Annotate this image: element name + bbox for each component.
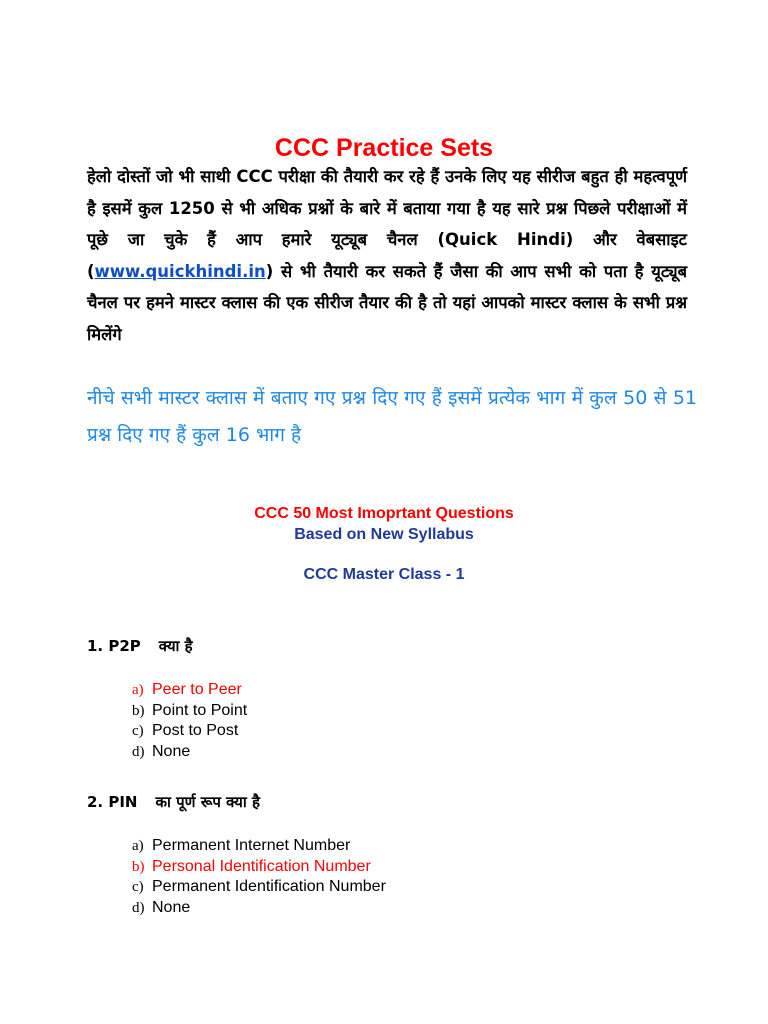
question-2-option-a <box>132 836 386 857</box>
question-1-option-c <box>132 721 247 742</box>
option-text: Permanent Internet Number <box>152 837 351 854</box>
option-letter: a) <box>132 838 144 854</box>
section-heading-line-1: CCC 50 Most Imoprtant Questions <box>254 505 514 522</box>
question-2-option-b <box>132 857 386 878</box>
question-1-options <box>132 680 247 762</box>
option-letter: d) <box>132 743 145 760</box>
question-1-number: 1. P2P <box>87 637 141 655</box>
option-text: Post to Post <box>152 722 239 739</box>
question-2-option-c <box>132 877 386 898</box>
page-title: CCC Practice Sets <box>274 134 494 162</box>
option-letter: a) <box>132 682 144 698</box>
intro-text-after-link: ) से भी तैयारी कर सकते हैं जैसा की आप सभी को पता है यूट्यूब चैनल पर हमने मास्टर क्लास की एक सीरीज तैयार की है तो यहां आपको मास्टर क्लास के सभी प्रश्न मिलेंगे <box>87 261 687 344</box>
option-letter: b) <box>132 702 145 719</box>
question-1-option-a <box>132 680 247 701</box>
question-2-options <box>132 836 386 918</box>
option-text: Peer to Peer <box>152 681 242 698</box>
option-text: Permanent Identification Number <box>152 878 386 895</box>
intro-text-before-link: हेलो दोस्तों जो भी साथी CCC परीक्षा की तैयारी कर रहे हैं उनके लिए यह सीरीज बहुत ही महत्वपूर्ण है इसमें कुल 1250 से भी अधिक प्रश्नों के बारे में बताया गया है यह सारे प्रश्न पिछले परीक्षाओं में पूछे जा चुके हैं आप हमारे यूट्यूब चैनल (Quick Hindi) और वेबसाइट ( <box>87 167 687 281</box>
question-2 <box>87 792 260 812</box>
option-text: Point to Point <box>152 701 248 719</box>
option-letter: d) <box>132 899 145 916</box>
intro-paragraph <box>87 161 687 350</box>
option-letter: c) <box>132 879 144 895</box>
question-2-number: 2. PIN <box>87 793 138 811</box>
option-letter: b) <box>132 858 145 875</box>
master-class-heading: CCC Master Class - 1 <box>303 566 465 583</box>
question-1-text: क्या है <box>158 637 193 655</box>
question-1 <box>87 636 193 656</box>
section-heading-line-2: Based on New Syllabus <box>294 526 474 543</box>
question-2-text: का पूर्ण रूप क्या है <box>155 793 260 811</box>
section-heading <box>0 503 768 545</box>
website-link[interactable]: www.quickhindi.in <box>94 261 266 281</box>
option-text: Personal Identification Number <box>152 857 371 875</box>
question-2-option-d <box>132 898 386 919</box>
question-1-option-d <box>132 742 247 763</box>
option-text: None <box>152 742 191 760</box>
question-1-option-b <box>132 701 247 722</box>
option-letter: c) <box>132 723 144 739</box>
master-class-note: नीचे सभी मास्टर क्लास में बताए गए प्रश्न दिए गए हैं इसमें प्रत्येक भाग में कुल 50 से 51 प्रश्न दिए गए हैं कुल 16 भाग है <box>87 387 697 446</box>
option-text: None <box>152 898 191 916</box>
